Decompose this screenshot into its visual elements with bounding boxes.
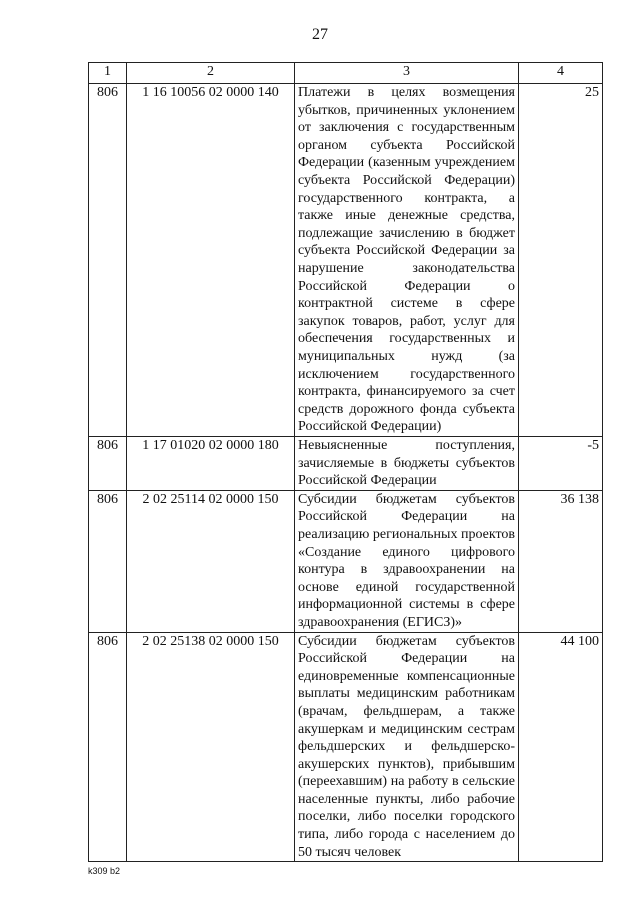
admin-code-cell: 806 — [89, 437, 127, 491]
budget-revenue-table — [88, 62, 603, 862]
admin-code-cell: 806 — [89, 632, 127, 862]
admin-code-cell: 806 — [89, 490, 127, 632]
table-row — [89, 490, 603, 632]
amount-cell: 36 138 — [519, 490, 603, 632]
admin-code-cell: 806 — [89, 84, 127, 437]
header-col-4: 4 — [519, 63, 603, 84]
table-row — [89, 437, 603, 491]
budget-code-cell: 2 02 25138 02 0000 150 — [127, 632, 295, 862]
budget-code-cell: 1 17 01020 02 0000 180 — [127, 437, 295, 491]
header-col-3: 3 — [295, 63, 519, 84]
description-cell: Субсидии бюджетам субъектов Российской Федерации на реализацию региональных проектов «Создание единого цифрового контура в здравоохранении на основе единой государственной информационной системы в сфере здравоохранения (ЕГИСЗ)» — [295, 490, 519, 632]
description-cell: Невыясненные поступления, зачисляемые в бюджеты субъектов Российской Федерации — [295, 437, 519, 491]
footer-document-code: k309 b2 — [88, 866, 121, 876]
table-header-row — [89, 63, 603, 84]
page-number: 27 — [312, 26, 328, 43]
table-row — [89, 632, 603, 862]
description-cell: Субсидии бюджетам субъектов Российской Федерации на единовременные компенсационные выплаты медицинским работникам (врачам, фельдшерам, а также акушеркам и медицинским сестрам фельдшерских и фельдшерско-акушерских пунктов), прибывшим (переехавшим) на работу в сельские населенные пункты, либо рабочие поселки, либо поселки городского типа, либо города с населением до 50 тысяч человек — [295, 632, 519, 862]
amount-cell: 44 100 — [519, 632, 603, 862]
budget-code-cell: 2 02 25114 02 0000 150 — [127, 490, 295, 632]
budget-code-cell: 1 16 10056 02 0000 140 — [127, 84, 295, 437]
header-col-1: 1 — [89, 63, 127, 84]
table-row — [89, 84, 603, 437]
amount-cell: 25 — [519, 84, 603, 437]
header-col-2: 2 — [127, 63, 295, 84]
description-cell: Платежи в целях возмещения убытков, причиненных уклонением от заключения с государственным органом субъекта Российской Федерации (казенным учреждением субъекта Российской Федерации) государственного контракта, а также иные денежные средства, подлежащие зачислению в бюджет субъекта Российской Федерации за нарушение законодательства Российской Федерации о контрактной системе в сфере закупок товаров, работ, услуг для обеспечения государственных и муниципальных нужд (за исключением государственного контракта, финансируемого за счет средств дорожного фонда субъекта Российской Федерации) — [295, 84, 519, 437]
amount-cell: -5 — [519, 437, 603, 491]
